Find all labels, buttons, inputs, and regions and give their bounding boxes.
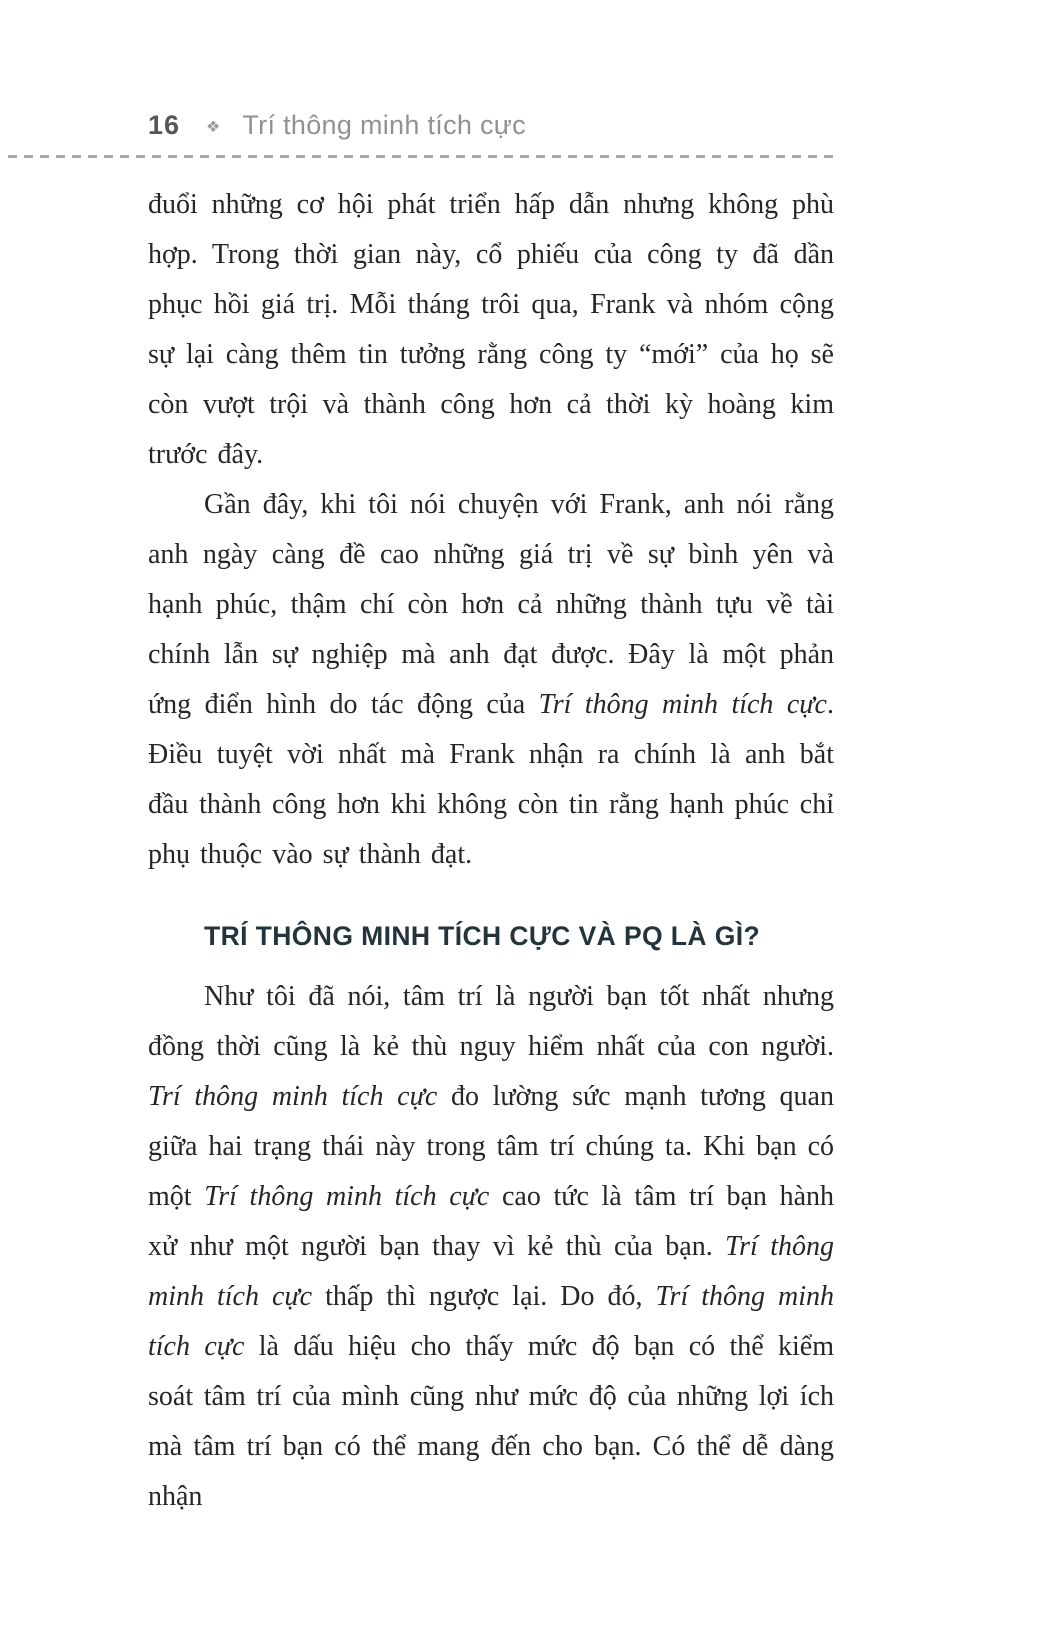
diamond-icon: ❖	[206, 118, 221, 136]
text-run: Gần đây, khi tôi nói chuyện với Frank, anh nói rằng anh ngày càng đề cao những giá trị về sự bình yên và hạnh phúc, thậm chí còn hơn cả những thành tựu về tài chính lẫn sự nghiệp mà anh đạt được. Đây là một phản ứng điển hình do tác động của	[148, 489, 834, 720]
dashed-divider	[8, 155, 836, 158]
text-run: thấp thì ngược lại. Do đó,	[312, 1281, 656, 1312]
text-run: cao tức là tâm trí bạn hành xử như một người bạn thay vì kẻ thù của bạn.	[148, 1181, 834, 1262]
italic-phrase: Trí thông minh tích cực	[204, 1181, 490, 1212]
paragraph	[148, 180, 834, 480]
page-body	[148, 180, 834, 1522]
text-run: Như tôi đã nói, tâm trí là người bạn tốt nhất nhưng đồng thời cũng là kẻ thù nguy hiểm nhất của con người.	[148, 981, 834, 1062]
section-heading: TRÍ THÔNG MINH TÍCH CỰC VÀ PQ LÀ GÌ?	[204, 921, 761, 951]
italic-phrase: Trí thông minh tích cực	[148, 1081, 438, 1112]
text-run: . Điều tuyệt vời nhất mà Frank nhận ra chính là anh bắt đầu thành công hơn khi không còn tin rằng hạnh phúc chỉ phụ thuộc vào sự thành đạt.	[148, 689, 834, 870]
text-run: là dấu hiệu cho thấy mức độ bạn có thể kiểm soát tâm trí của mình cũng như mức độ của những lợi ích mà tâm trí bạn có thể mang đến cho bạn. Có thể dễ dàng nhận	[148, 1331, 834, 1512]
italic-phrase: Trí thông minh tích cực	[148, 1281, 834, 1362]
page-header	[148, 110, 526, 141]
text-run: đo lường sức mạnh tương quan giữa hai trạng thái này trong tâm trí chúng ta. Khi bạn có một	[148, 1081, 834, 1212]
paragraph	[148, 480, 834, 880]
italic-phrase: Trí thông minh tích cực	[148, 1231, 835, 1312]
italic-phrase: Trí thông minh tích cực	[538, 689, 827, 720]
page-number: 16	[148, 110, 181, 140]
running-title: Trí thông minh tích cực	[242, 110, 526, 140]
paragraph	[148, 972, 834, 1522]
text-run: đuổi những cơ hội phát triển hấp dẫn nhưng không phù hợp. Trong thời gian này, cổ phiếu của công ty đã dần phục hồi giá trị. Mỗi tháng trôi qua, Frank và nhóm cộng sự lại càng thêm tin tưởng rằng công ty “mới” của họ sẽ còn vượt trội và thành công hơn cả thời kỳ hoàng kim trước đây.	[148, 189, 834, 470]
